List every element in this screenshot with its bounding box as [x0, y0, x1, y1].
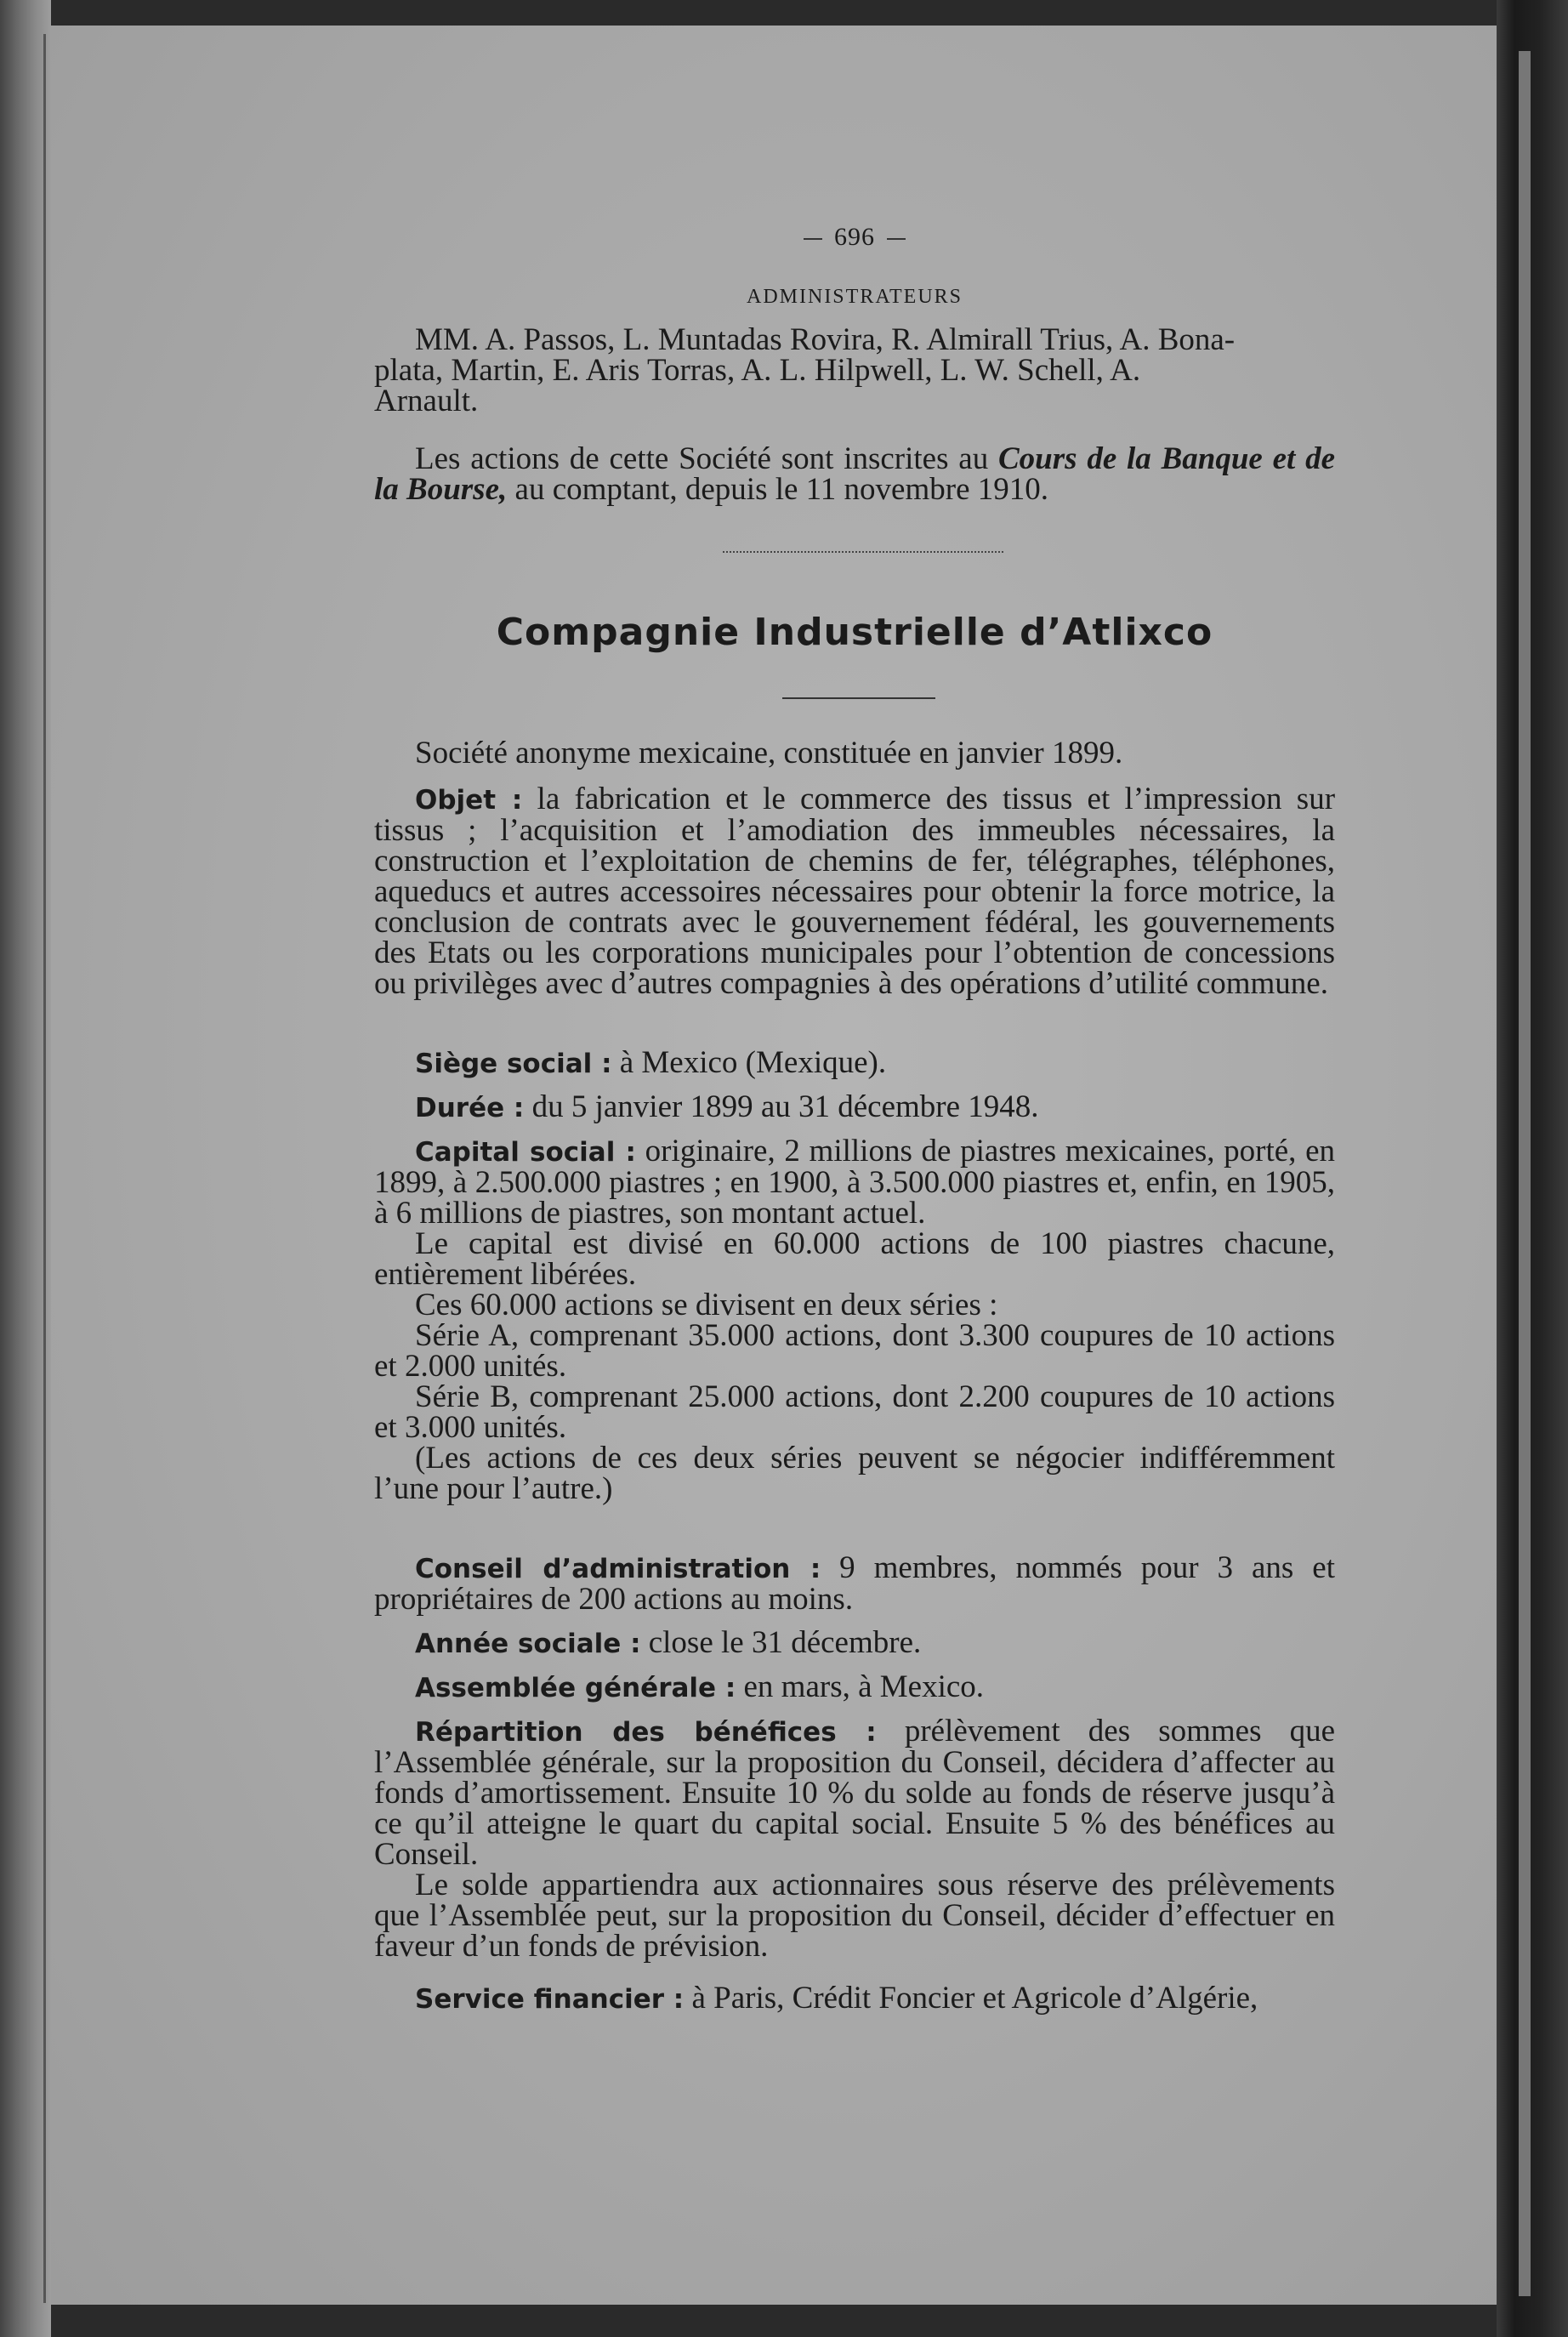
- conseil-paragraph: [374, 1550, 1335, 1617]
- duree-paragraph: [374, 1089, 1335, 1124]
- serie-b: Série B, comprenant 25.000 actions, dont 2.200 coupures de 10 actions et 3.000 unités.: [374, 1379, 1335, 1445]
- assemblee-body: en mars, à Mexico.: [743, 1669, 985, 1704]
- admin-line: plata, Martin, E. Aris Torras, A. L. Hilpwell, L. W. Schell, A.: [374, 353, 1141, 388]
- dash-right: [887, 238, 906, 240]
- administrators-list: [374, 322, 1335, 418]
- siege-label: Siège social :: [415, 1049, 612, 1079]
- objet-label: Objet :: [415, 785, 523, 816]
- listing-pre: Les actions de cette Société sont inscrites au: [415, 441, 989, 476]
- capital-paragraph: [374, 1136, 1335, 1504]
- annee-text: [374, 1625, 1335, 1660]
- duree-text: [374, 1089, 1335, 1124]
- repartition-body: prélèvement des sommes que l’Assemblée générale, sur la proposition du Conseil, décidera d’affecter au fonds d’amortissement. Ensuite 10 % du solde au fonds de réserve jusqu’à ce qu’il atteigne le quart du capital social. Ensuite 5 % des bénéfices au Conseil.: [374, 1714, 1336, 1872]
- conseil-body: 9 membres, nommés pour 3 ans et propriétaires de 200 actions au moins.: [374, 1550, 1335, 1617]
- duree-body: du 5 janvier 1899 au 31 décembre 1948.: [531, 1089, 1039, 1124]
- objet-text: [374, 784, 1335, 999]
- solde-text: Le solde appartiendra aux actionnaires sous réserve des prélèvements que l’Assemblée peut, sur la proposition du Conseil, décider d’effectuer en faveur d’un fonds de prévision.: [374, 1868, 1335, 1964]
- dash-left: [804, 238, 822, 240]
- duree-label: Durée :: [415, 1093, 525, 1123]
- page-gutter: [1497, 0, 1568, 2337]
- intro-paragraph: [374, 738, 1335, 769]
- series-note: (Les actions de ces deux séries peuvent se négocier indifféremment l’une pour l’autre.): [374, 1441, 1335, 1506]
- assemblee-text: [374, 1669, 1335, 1704]
- section-separator: [723, 551, 1003, 558]
- annee-body: close le 31 décembre.: [648, 1625, 922, 1660]
- listing-italic: Cours de la Banque et de la Bourse,: [374, 441, 1335, 507]
- assemblee-paragraph: [374, 1669, 1335, 1704]
- service-body: à Paris, Crédit Foncier et Agricole d’Algérie,: [691, 1981, 1258, 2016]
- siege-body: à Mexico (Mexique).: [619, 1045, 887, 1080]
- admin-line: MM. A. Passos, L. Muntadas Rovira, R. Almirall Trius, A. Bona-: [415, 322, 1236, 357]
- objet-body: la fabrication et le commerce des tissus et l’impression sur tissus ; l’acquisition et l’amodiation des immeubles nécessaires, la construction et l’exploitation de chemins de fer, télégraphes, téléphones, aqueducs et autres accessoires nécessaires pour obtenir la force motrice, la conclusion de contrats avec le gouvernement fédéral, les gouvernements des Etats ou les corporations municipales pour l’obtention de concessions ou privilèges avec d’autres compagnies à des opérations d’utilité commune.: [374, 782, 1336, 1001]
- page-number: [374, 223, 1335, 252]
- company-title: Compagnie Industrielle d’Atlixco: [496, 611, 1213, 654]
- series-intro: Ces 60.000 actions se divisent en deux séries :: [415, 1288, 998, 1322]
- capital-body: originaire, 2 millions de piastres mexicaines, porté, en 1899, à 2.500.000 piastres ; en 1900, à 3.500.000 piastres et, enfin, en 1905, à 6 millions de piastres, son montant actuel.: [374, 1134, 1335, 1231]
- repartition-text: [374, 1716, 1335, 1870]
- annee-paragraph: [374, 1625, 1335, 1660]
- repartition-paragraph: [374, 1716, 1335, 1962]
- service-text: [374, 1983, 1335, 2015]
- serie-a: Série A, comprenant 35.000 actions, dont 3.300 coupures de 10 actions et 2.000 unités.: [374, 1318, 1335, 1384]
- capital-division: Le capital est divisé en 60.000 actions de 100 piastres chacune, entièrement libérées.: [374, 1226, 1335, 1292]
- title-rule: [782, 697, 935, 699]
- assemblee-label: Assemblée générale :: [415, 1673, 736, 1703]
- next-page-edge: [1519, 51, 1531, 2296]
- listing-post: au comptant, depuis le 11 novembre 1910.: [514, 472, 1048, 507]
- capital-text: [374, 1136, 1335, 1229]
- siege-text: [374, 1045, 1335, 1080]
- listing-paragraph: [374, 441, 1335, 507]
- conseil-text: [374, 1550, 1335, 1617]
- page-number-text: 696: [834, 223, 875, 251]
- objet-paragraph: [374, 784, 1335, 999]
- repartition-label: Répartition des bénéfices :: [415, 1717, 877, 1748]
- conseil-label: Conseil d’administration :: [415, 1554, 821, 1584]
- capital-label: Capital social :: [415, 1137, 636, 1168]
- administrators-heading: ADMINISTRATEURS: [746, 286, 963, 308]
- admin-line: Arnault.: [374, 384, 479, 418]
- service-paragraph: [374, 1983, 1335, 2015]
- service-label: Service financier :: [415, 1984, 685, 2015]
- book-binding: [0, 0, 51, 2337]
- annee-label: Année sociale :: [415, 1629, 641, 1659]
- listing-text: [374, 441, 1335, 507]
- intro-text: Société anonyme mexicaine, constituée en janvier 1899.: [415, 736, 1123, 770]
- siege-paragraph: [374, 1045, 1335, 1080]
